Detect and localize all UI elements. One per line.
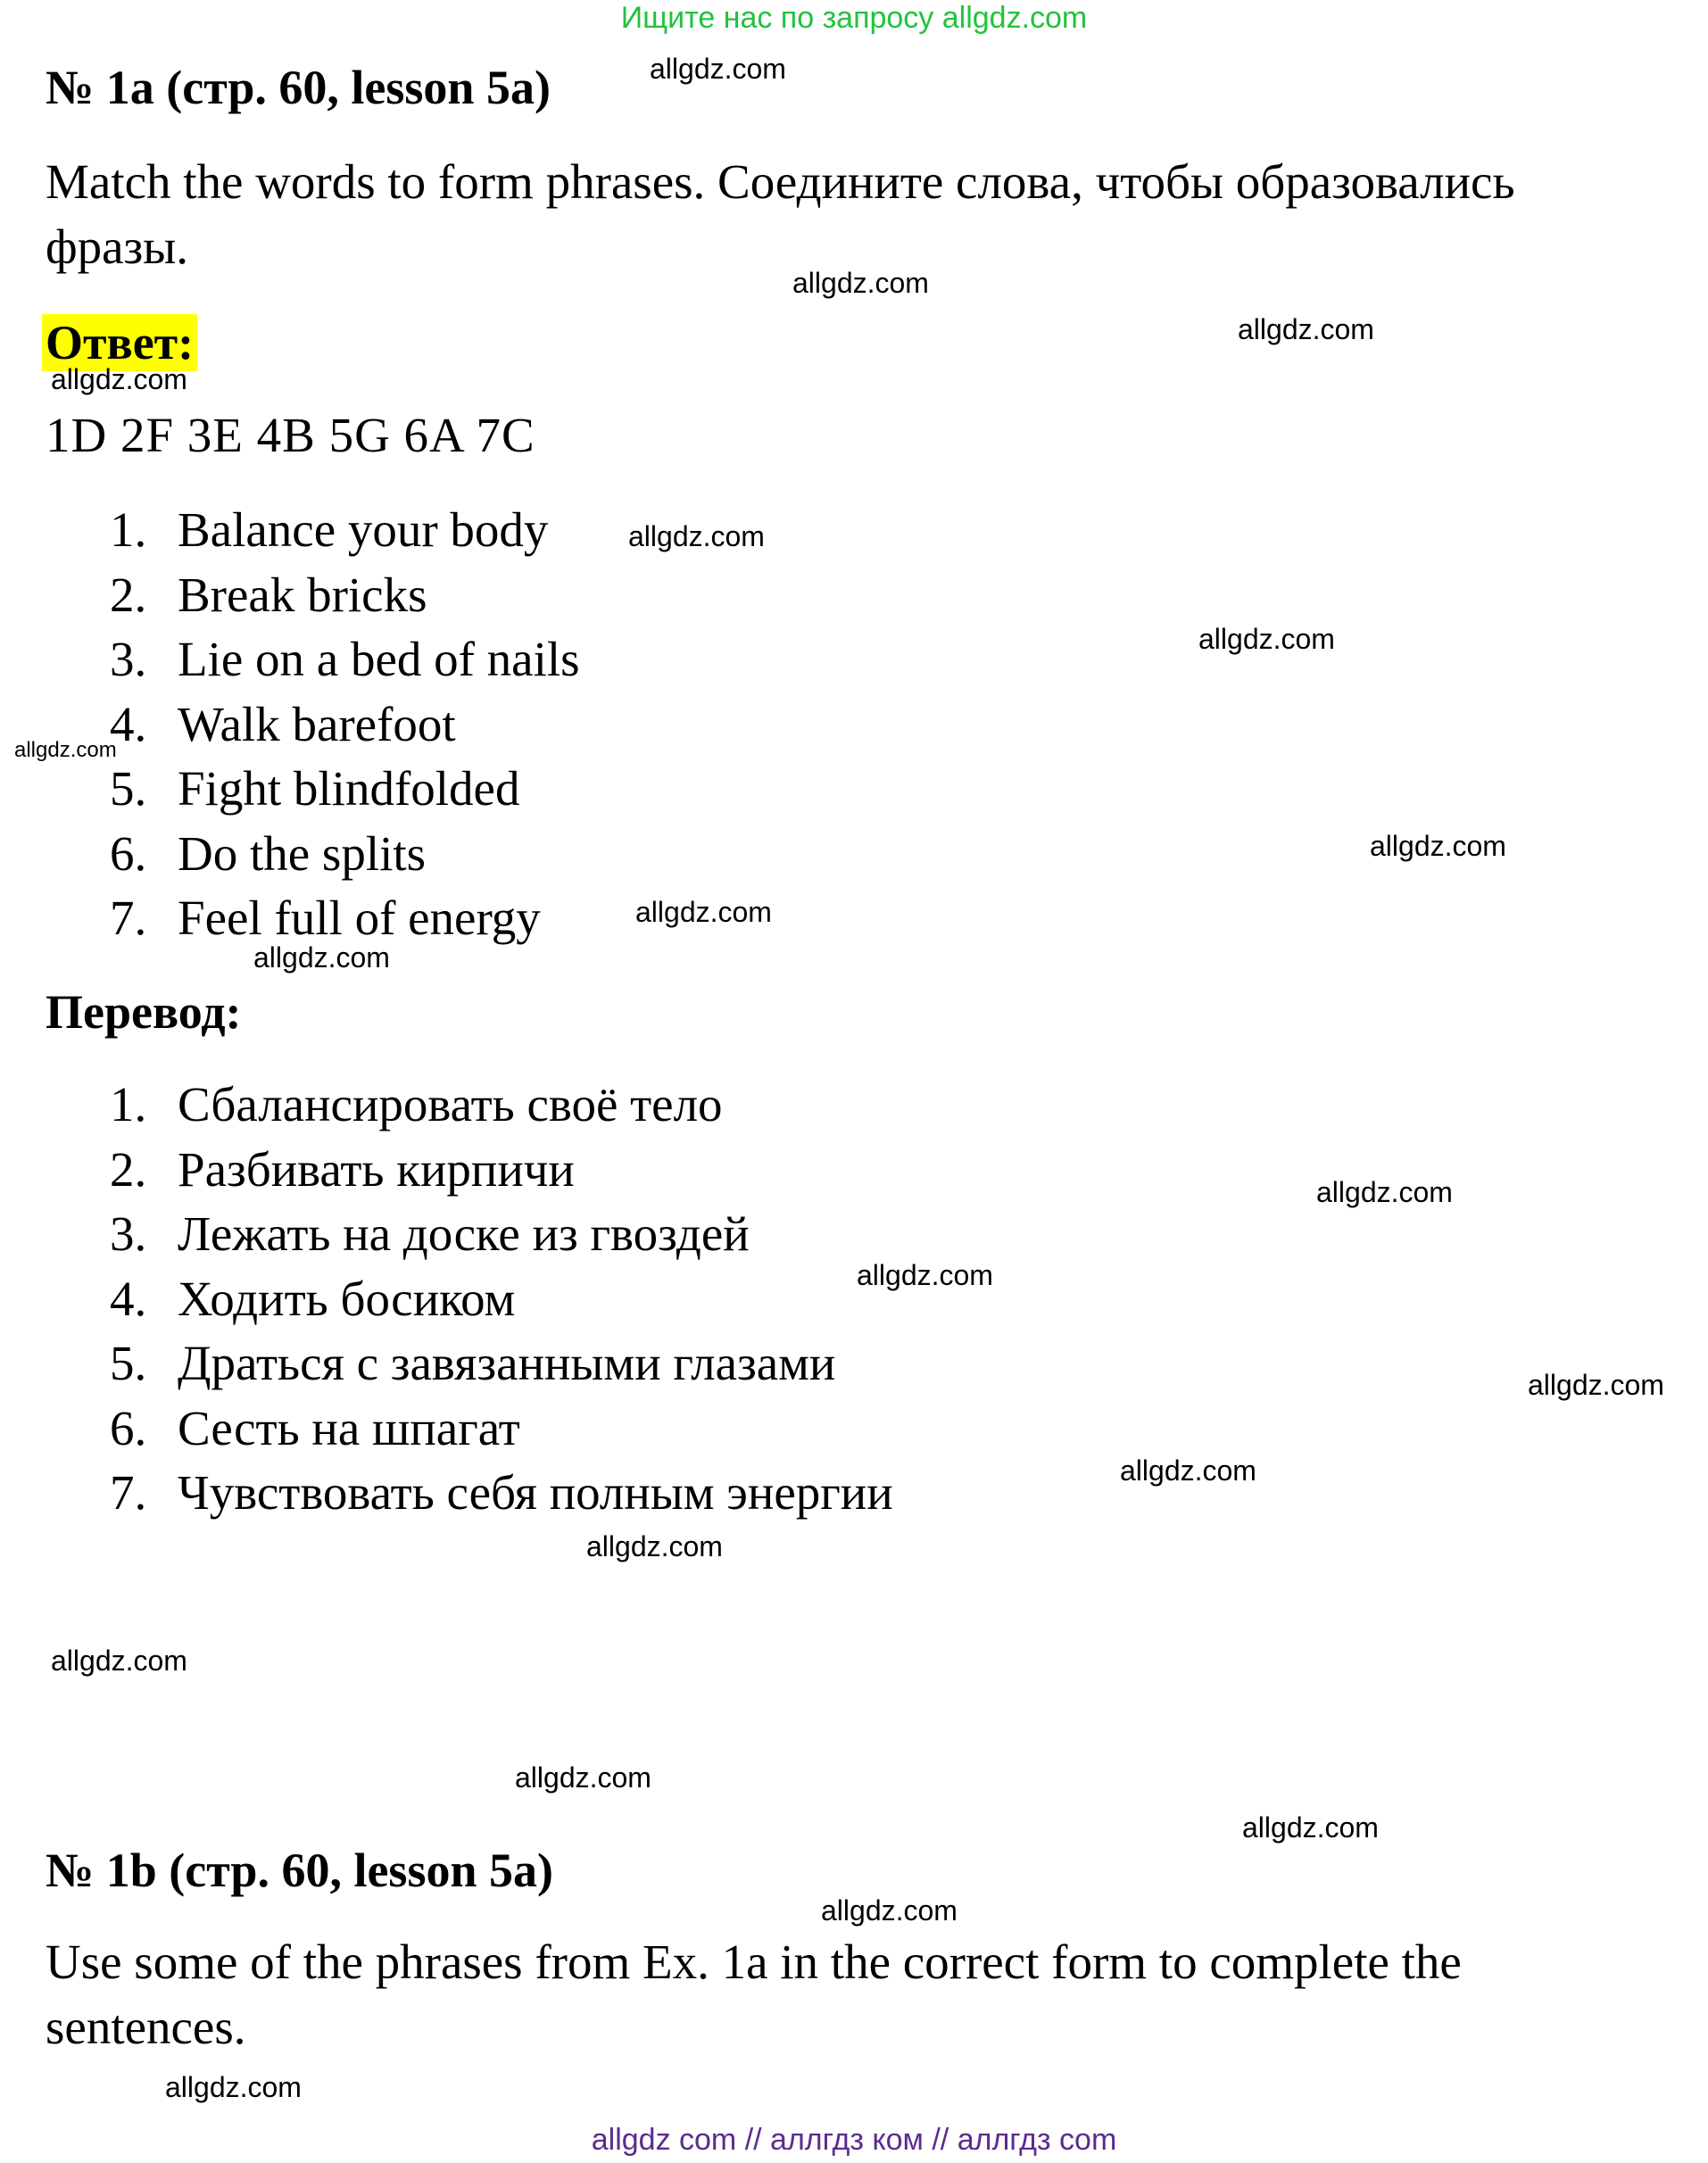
list-item: 5. Fight blindfolded xyxy=(110,761,520,816)
exercise-1b-heading: № 1b (стр. 60, lesson 5a) xyxy=(46,1844,553,1897)
list-item: 7. Feel full of energy xyxy=(110,891,541,945)
list-item: 2. Break bricks xyxy=(110,567,427,622)
translation-list xyxy=(110,1073,893,1526)
translation-heading: Перевод: xyxy=(46,985,242,1039)
answer-key: 1D 2F 3E 4B 5G 6A 7C xyxy=(46,408,535,462)
watermark: allgdz.com xyxy=(792,267,929,299)
watermark: allgdz.com xyxy=(628,520,765,552)
watermark: allgdz.com xyxy=(1120,1454,1256,1487)
exercise-1b-instruction: Use some of the phrases from Ex. 1a in the correct form to complete the sentences. xyxy=(46,1935,1462,2054)
watermark: allgdz.com xyxy=(1238,313,1374,345)
top-banner: Ищите нас по запросу allgdz.com xyxy=(620,1,1088,35)
list-item: 6. Сесть на шпагат xyxy=(110,1400,520,1455)
watermark: allgdz.com xyxy=(1316,1176,1453,1208)
watermark: allgdz.com xyxy=(165,2071,302,2103)
answer-label: Ответ: xyxy=(42,314,197,371)
watermark: allgdz.com xyxy=(1242,1811,1379,1844)
watermark: allgdz.com xyxy=(1370,830,1506,862)
watermark: allgdz.com xyxy=(635,896,772,928)
watermark: allgdz.com xyxy=(586,1530,723,1562)
watermark: allgdz.com xyxy=(821,1894,958,1927)
footer-watermark: allgdz com // аллгдз ком // аллгдз com xyxy=(591,2123,1117,2157)
watermark: allgdz.com xyxy=(51,363,187,395)
list-item: 4. Ходить босиком xyxy=(110,1271,516,1326)
list-item: 3. Лежать на доске из гвоздей xyxy=(110,1206,750,1261)
exercise-1a-instruction: Match the words to form phrases. Соедините слова, чтобы образовались фразы. xyxy=(46,154,1515,274)
watermark: allgdz.com xyxy=(857,1259,993,1291)
list-item: 4. Walk barefoot xyxy=(110,696,456,751)
watermark: allgdz.com xyxy=(650,53,786,85)
watermark: allgdz.com xyxy=(515,1761,651,1794)
list-item: 2. Разбивать кирпичи xyxy=(110,1141,575,1197)
phrase-list xyxy=(110,498,580,951)
watermark: allgdz.com xyxy=(253,941,390,974)
list-item: 7. Чувствовать себя полным энергии xyxy=(110,1465,893,1520)
watermark: allgdz.com xyxy=(51,1645,187,1677)
list-item: 6. Do the splits xyxy=(110,825,427,881)
exercise-1a-heading: № 1a (стр. 60, lesson 5a) xyxy=(46,61,551,114)
list-item: 3. Lie on a bed of nails xyxy=(110,632,580,686)
watermark: allgdz.com xyxy=(1528,1369,1664,1401)
watermark: allgdz.com xyxy=(1198,623,1335,655)
list-item: 1. Сбалансировать своё тело xyxy=(110,1077,723,1131)
list-item: 5. Драться с завязанными глазами xyxy=(110,1336,836,1390)
list-item: 1. Balance your body xyxy=(110,502,549,557)
watermark: allgdz.com xyxy=(14,738,117,762)
